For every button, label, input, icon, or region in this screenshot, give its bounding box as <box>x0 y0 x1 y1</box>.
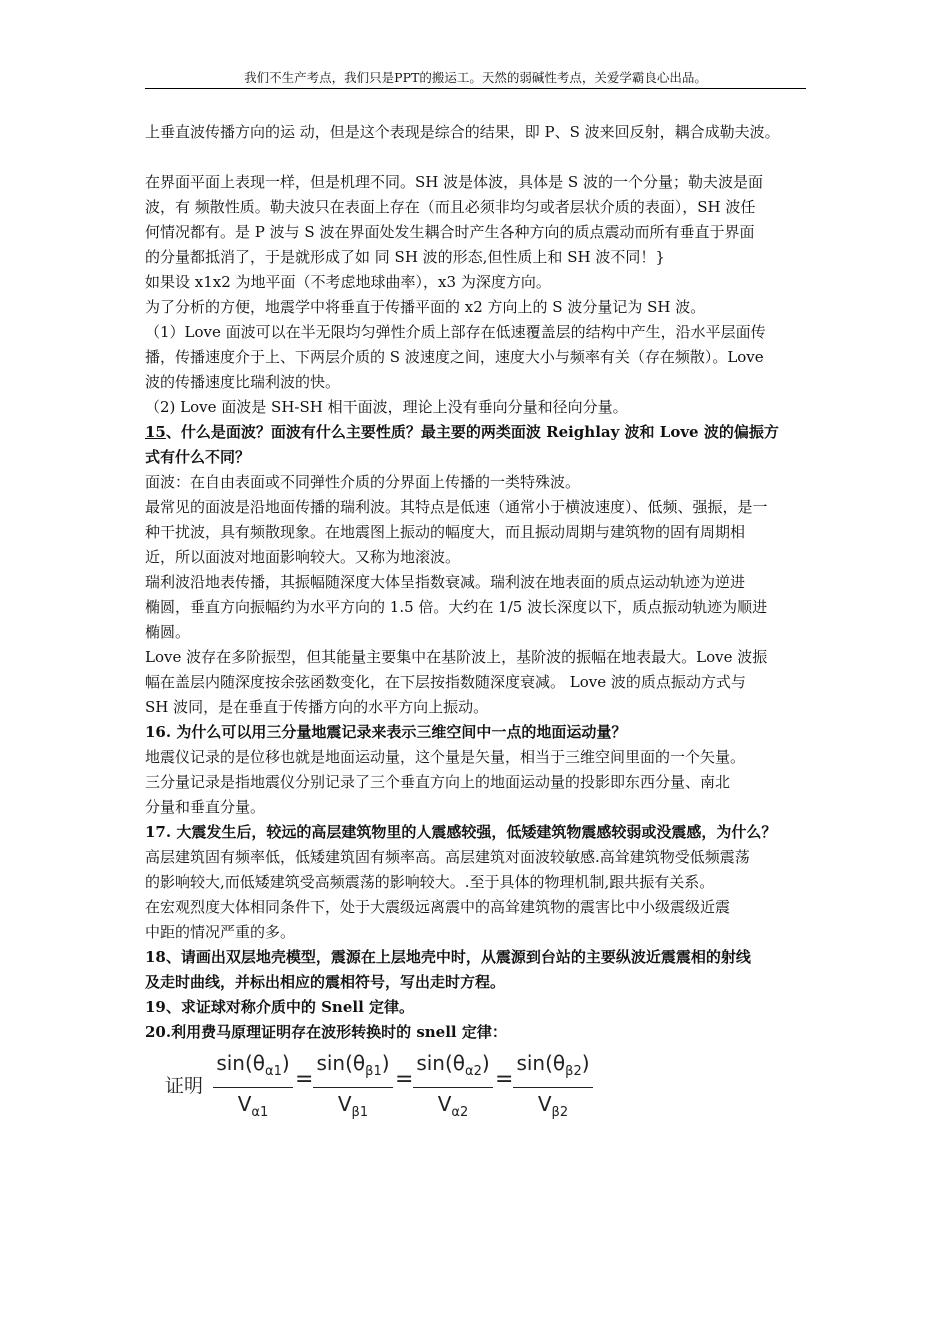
paragraph: （2) Love 面波是 SH-SH 相干面波，理论上没有垂向分量和径向分量。 <box>145 398 628 416</box>
question-text: 、什么是面波？面波有什么主要性质？最主要的两类面波 Reighlay 波和 Love 波的偏振方 <box>165 423 779 441</box>
velocity-symbol: V <box>437 1092 452 1116</box>
subscript: α1 <box>251 1105 269 1120</box>
answer-line: Love 波存在多阶振型，但其能量主要集中在基阶波上，基阶波的振幅在地表最大。Love 波振 <box>145 648 768 666</box>
velocity-symbol: V <box>237 1092 252 1116</box>
paragraph: 的分量都抵消了，于是就形成了如 同 SH 波的形态,但性质上和 SH 波不同！} <box>145 248 665 266</box>
answer-line: 椭圆。 <box>145 623 191 641</box>
velocity-symbol: V <box>337 1092 352 1116</box>
answer-line: 瑞利波沿地表传播，其振幅随深度大体呈指数衰减。瑞利波在地表面的质点运动轨迹为逆进 <box>145 573 746 591</box>
paragraph: 上垂直波传播方向的运 动，但是这个表现是综合的结果，即 P、S 波来回反射，耦合成勒夫波。 <box>145 123 780 141</box>
header-rule <box>145 88 806 89</box>
sin-label: sin(θ <box>316 1051 366 1075</box>
answer-line: 最常见的面波是沿地面传播的瑞利波。其特点是低速（通常小于横波速度）、低频、强振，是一 <box>145 498 768 516</box>
question-18-cont: 及走时曲线，并标出相应的震相符号，写出走时方程。 <box>145 973 506 991</box>
subscript: α1 <box>265 1064 282 1079</box>
question-19: 19、求证球对称介质中的 Snell 定律。 <box>145 998 414 1016</box>
answer-line: 在宏观烈度大体相同条件下，处于大震级远离震中的高耸建筑物的震害比中小级震级近震 <box>145 898 731 916</box>
answer-line: 高层建筑固有频率低，低矮建筑固有频率高。高层建筑对面波较敏感.高耸建筑物受低频震荡 <box>145 848 750 866</box>
paragraph: 在界面平面上表现一样，但是机理不同。SH 波是体波，具体是 S 波的一个分量；勒夫波是面 <box>145 173 763 191</box>
question-15-cont: 式有什么不同？ <box>145 448 251 466</box>
paragraph: 波的传播速度比瑞利波的快。 <box>145 373 341 391</box>
fraction-bar <box>313 1087 393 1088</box>
paragraph: 为了分析的方便，地震学中将垂直于传播平面的 x2 方向上的 S 波分量记为 SH 波。 <box>145 298 706 316</box>
paragraph: 如果设 x1x2 为地平面（不考虑地球曲率），x3 为深度方向。 <box>145 273 551 291</box>
close-paren: ) <box>281 1051 290 1075</box>
answer-line: 分量和垂直分量。 <box>145 798 266 816</box>
formula-lead: 证明 <box>165 1075 204 1097</box>
answer-line: 椭圆，垂直方向振幅约为水平方向的 1.5 倍。大约在 1/5 波长深度以下，质点振动轨迹为顺进 <box>145 598 768 616</box>
fraction-bar <box>213 1087 293 1088</box>
subscript: β1 <box>365 1064 382 1079</box>
question-20: 20.利用费马原理证明存在波形转换时的 snell 定律： <box>145 1023 507 1041</box>
fraction-1 <box>213 1050 293 1126</box>
page-header: 我们不生产考点，我们只是PPT的搬运工。天然的弱碱性考点，关爱学霸良心出品。 <box>244 70 707 85</box>
sin-label: sin(θ <box>216 1051 266 1075</box>
fraction-4 <box>513 1050 593 1126</box>
paragraph: 播，传播速度介于上、下两层介质的 S 波速度之间，速度大小与频率有关（存在频散）。Love <box>145 348 764 366</box>
subscript: β2 <box>551 1105 569 1120</box>
close-paren: ) <box>581 1051 590 1075</box>
fraction-3 <box>413 1050 493 1126</box>
document-body <box>145 120 825 1045</box>
answer-line: 中距的情况严重的多。 <box>145 923 296 941</box>
subscript: β2 <box>565 1064 582 1079</box>
answer-line: 近，所以面波对地面影响较大。又称为地滚波。 <box>145 548 461 566</box>
answer-line: 三分量记录是指地震仪分别记录了三个垂直方向上的地面运动量的投影即东西分量、南北 <box>145 773 731 791</box>
answer-line: 地震仪记录的是位移也就是地面运动量，这个量是矢量，相当于三维空间里面的一个矢量。 <box>145 748 746 766</box>
question-15 <box>145 420 825 445</box>
fraction-bar <box>413 1087 493 1088</box>
equals-sign: = <box>295 1067 314 1092</box>
paragraph: （1）Love 面波可以在半无限均匀弹性介质上部存在低速覆盖层的结构中产生，沿水平层面传 <box>145 323 766 341</box>
question-16: 16. 为什么可以用三分量地震记录来表示三维空间中一点的地面运动量？ <box>145 723 627 741</box>
answer-line: 幅在盖层内随深度按余弦函数变化，在下层按指数随深度衰减。 Love 波的质点振动方式与 <box>145 673 746 691</box>
fraction-2 <box>313 1050 393 1126</box>
question-18: 18、请画出双层地壳模型，震源在上层地壳中时，从震源到台站的主要纵波近震震相的射线 <box>145 948 751 966</box>
question-number: 15 <box>145 423 166 441</box>
velocity-symbol: V <box>537 1092 552 1116</box>
answer-line: 面波：在自由表面或不同弹性介质的分界面上传播的一类特殊波。 <box>145 473 581 491</box>
equals-sign: = <box>495 1067 514 1092</box>
paragraph: 波，有 频散性质。勒夫波只在表面上存在（而且必须非均匀或者层状介质的表面），SH 波任 <box>145 198 756 216</box>
subscript: α2 <box>451 1105 469 1120</box>
sin-label: sin(θ <box>516 1051 566 1075</box>
subscript: α2 <box>465 1064 482 1079</box>
fraction-bar <box>513 1087 593 1088</box>
paragraph-gap <box>145 145 825 170</box>
answer-line: 种干扰波，具有频散现象。在地震图上振动的幅度大，而且振动周期与建筑物的固有周期相 <box>145 523 746 541</box>
paragraph: 何情况都有。是 P 波与 S 波在界面处发生耦合时产生各种方向的质点震动而所有垂直于界面 <box>145 223 755 241</box>
answer-line: 的影响较大,而低矮建筑受高频震荡的影响较大。.至于具体的物理机制,跟共振有关系。 <box>145 873 715 891</box>
sin-label: sin(θ <box>416 1051 466 1075</box>
snell-formula <box>165 1050 625 1120</box>
close-paren: ) <box>481 1051 490 1075</box>
close-paren: ) <box>381 1051 390 1075</box>
question-17: 17. 大震发生后，较远的高层建筑物里的人震感较强，低矮建筑物震感较弱或没震感，为什么？ <box>145 823 777 841</box>
subscript: β1 <box>351 1105 369 1120</box>
answer-line: SH 波同，是在垂直于传播方向的水平方向上振动。 <box>145 698 489 716</box>
equals-sign: = <box>395 1067 414 1092</box>
